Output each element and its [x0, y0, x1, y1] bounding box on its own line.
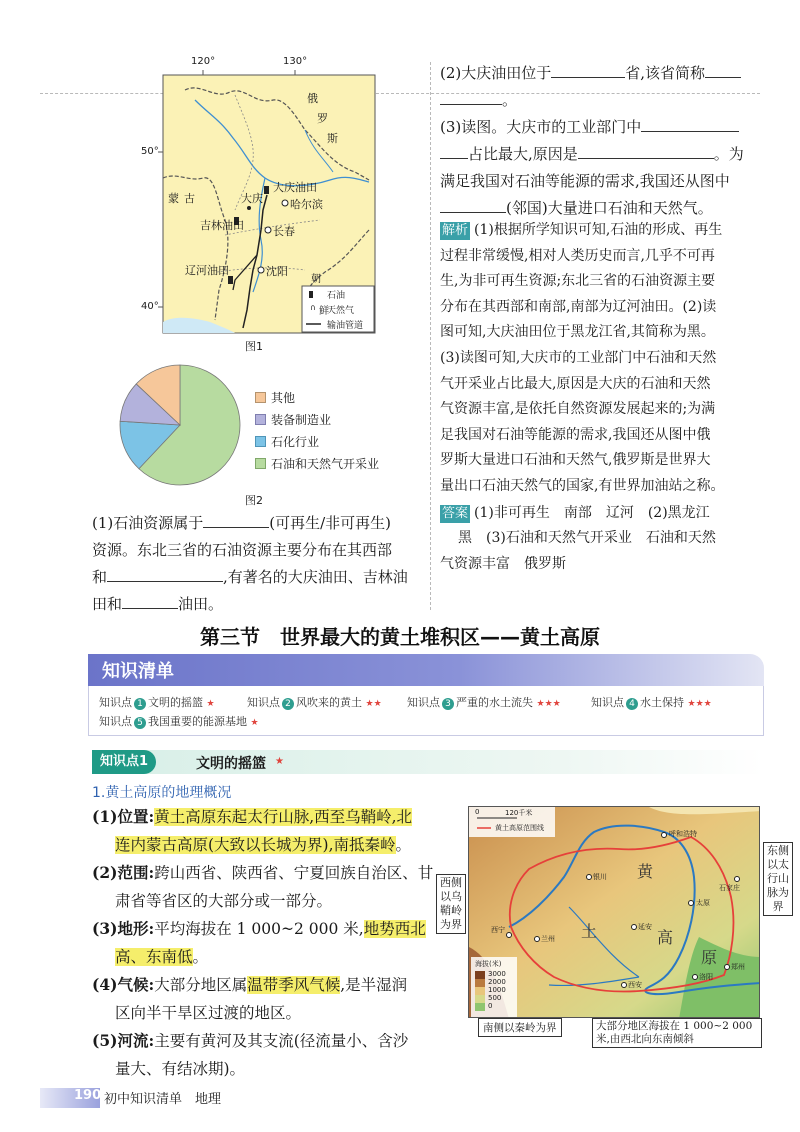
- overview-p2-a: 跨山西省、陕西省、宁夏回族自治区、甘: [154, 864, 434, 882]
- map2-city-xian: 西安: [628, 981, 642, 989]
- blank-sector-1[interactable]: [641, 117, 739, 132]
- overview-p3-line2: [92, 943, 442, 971]
- overview-p1-end: 。: [395, 836, 412, 854]
- map2-char-yuan: 原: [701, 948, 718, 967]
- overview-p4-hl: 温带季风气候: [247, 976, 341, 994]
- kp-num-2: 2: [282, 698, 294, 710]
- kp-text-2: 风吹来的黄土: [296, 696, 362, 709]
- blank-sector-2[interactable]: [440, 144, 468, 159]
- left-question-block: [92, 510, 427, 618]
- left-q-line2: 资源。东北三省的石油资源主要分布在其西部: [92, 541, 393, 559]
- map2-city-hohhot: 呼和浩特: [669, 830, 697, 838]
- right-q3b: 占比最大,原因是: [468, 145, 578, 163]
- right-q3-line3: 满足我国对石油等能源的需求,我国还从图中: [440, 172, 730, 190]
- right-q3-line2: [440, 141, 770, 168]
- blank-province[interactable]: [551, 63, 625, 78]
- right-q2-line1: [440, 60, 770, 87]
- overview-p2-label: (2)范围:: [92, 863, 155, 882]
- left-q-line3b: ,有著名的大庆油田、吉林油: [223, 568, 408, 586]
- map2-city-yinchuan: 银川: [593, 873, 607, 881]
- map2-city-yanan: 延安: [638, 923, 652, 931]
- russia-label-3: 斯: [327, 132, 338, 145]
- section-title: 第三节 世界最大的黄土堆积区——黄土高原: [200, 625, 600, 649]
- explanation-line-0: [440, 218, 770, 244]
- legend-swatch-petrochem: [255, 436, 266, 447]
- legend-label-petrochem: 石化行业: [271, 434, 320, 449]
- svg-text:∩: ∩: [310, 303, 316, 312]
- map2-elev-title: 海拔(米): [475, 960, 502, 968]
- overview-p3-hl2: 高、东南低: [115, 948, 193, 966]
- map2-city-zhengzhou: 郑州: [731, 963, 745, 971]
- changchun-label: 长春: [273, 225, 295, 238]
- kp-stars-5: ★: [250, 718, 259, 728]
- explanation-line-7: 气资源丰富,是依托自然资源发展起来的;为满: [440, 401, 716, 418]
- legend-oil-label: 石油: [327, 291, 346, 301]
- left-q-line1a: (1)石油资源属于: [92, 514, 204, 532]
- overview-p1-hl1: 黄土高原东起太行山脉,西至乌鞘岭,北: [154, 808, 413, 826]
- kp-text-5: 我国重要的能源基地: [148, 715, 247, 728]
- explanation-line-6: 气开采业占比最大,原因是大庆的石油和天然: [440, 375, 711, 392]
- left-q-line3: [92, 564, 427, 591]
- overview-p4-line2: 区向半干旱区过渡的地区。: [115, 1004, 302, 1022]
- northeast-map: [141, 56, 380, 335]
- map2-city-lanzhou: 兰州: [541, 935, 555, 943]
- map2-city-xining: 西宁: [491, 926, 505, 934]
- lon-130-label: 130°: [283, 56, 308, 67]
- knowledge-list-box: [88, 686, 764, 736]
- overview-p5-a: 主要有黄河及其支流(径流量小、含沙: [154, 1032, 409, 1050]
- kp-label-4: 知识点: [591, 696, 624, 709]
- overview-p4-b: ,是半湿润: [340, 976, 408, 994]
- right-q3c: 。为: [713, 145, 744, 163]
- map2-char-gao: 高: [657, 928, 674, 947]
- overview-p5-line2: 量大、有结冰期)。: [115, 1060, 246, 1078]
- overview-p5-label: (5)河流:: [92, 1031, 155, 1050]
- map2-scale-zero: 0: [475, 808, 480, 816]
- loess-map: [468, 806, 760, 1018]
- overview-p1-line2: [92, 831, 442, 859]
- overview-heading: 1.黄土高原的地理概况: [92, 785, 232, 801]
- kp-label-2: 知识点: [247, 696, 280, 709]
- pie-legend-item-equipment: [255, 408, 379, 430]
- jilin-oilfield-label: 吉林油田: [200, 219, 244, 232]
- overview-body: [92, 803, 442, 1083]
- kp-label-5: 知识点: [99, 715, 132, 728]
- lon-120-label: 120°: [191, 56, 216, 67]
- overview-p2-line2: 肃省等省区的大部分或一部分。: [115, 892, 333, 910]
- left-q-line4a: 田和: [92, 595, 123, 613]
- legend-gas-label: 天然气: [327, 306, 355, 316]
- explanation-tag: 解析: [442, 223, 469, 238]
- callout-southeast-text: 大部分地区海拔在 1 000~2 000 米,由西北向东南倾斜: [596, 1020, 753, 1045]
- map2-city-luoyang: 洛阳: [699, 973, 713, 981]
- pie-legend: [255, 386, 379, 474]
- explanation-line-8: 足我国对石油等能源的需求,我国还从图中俄: [440, 426, 711, 443]
- explanation-block: [440, 218, 770, 577]
- callout-south: [478, 1018, 562, 1037]
- answer-line-0: [440, 501, 770, 527]
- figure1-caption: 图1: [245, 340, 263, 353]
- lat-50-label: 50°: [141, 146, 159, 157]
- overview-p5-line1: [92, 1027, 442, 1055]
- right-question-block: [440, 60, 770, 222]
- overview-p4-a: 大部分地区属: [154, 976, 248, 994]
- kp1-stars: ★: [275, 756, 284, 767]
- russia-label-1: 俄: [307, 92, 318, 105]
- blank-resource-type[interactable]: [203, 513, 269, 528]
- pie-legend-item-other: [255, 386, 379, 408]
- answer-text-0: (1)非可再生 南部 辽河 (2)黑龙江: [474, 504, 710, 521]
- overview-p2-line1: [92, 859, 442, 887]
- daqing-oilfield-label: 大庆油田: [273, 181, 317, 194]
- left-q-line4: [92, 591, 427, 618]
- right-q2c: 。: [502, 91, 518, 109]
- figure2-caption: 图2: [245, 494, 263, 507]
- pie-legend-item-petrochem: [255, 430, 379, 452]
- knowledge-list-banner: [88, 654, 764, 686]
- overview-p3-label: (3)地形:: [92, 919, 155, 938]
- blank-liaohe[interactable]: [122, 594, 178, 609]
- kp-label-1: 知识点: [99, 696, 132, 709]
- right-q3-line1: [440, 114, 770, 141]
- kp-label-3: 知识点: [407, 696, 440, 709]
- map2-elev-500: 500: [488, 994, 502, 1002]
- legend-label-equipment: 装备制造业: [271, 412, 332, 427]
- legend-pipeline-label: 输油管道: [327, 321, 364, 331]
- shenyang-label: 沈阳: [266, 265, 288, 278]
- callout-southeast: [592, 1018, 762, 1048]
- map2-char-tu: 土: [581, 922, 598, 941]
- blank-abbr-1[interactable]: [705, 63, 741, 78]
- kp-num-4: 4: [626, 698, 638, 710]
- kp-num-3: 3: [442, 698, 454, 710]
- map2-city-taiyuan: 太原: [696, 899, 710, 907]
- explanation-line-10: 量出口石油天然气的国家,有世界加油站之称。: [440, 477, 725, 494]
- footer-title: 初中知识清单 地理: [104, 1092, 222, 1107]
- map2-elev-0: 0: [488, 1002, 493, 1010]
- pie-chart: [115, 360, 245, 490]
- pie-figure: [115, 360, 415, 490]
- right-q2b: 省,该省简称: [625, 64, 706, 82]
- overview-p1-hl2: 连内蒙古高原(大致以长城为界),南抵秦岭: [115, 836, 396, 854]
- kp-stars-4: ★★★: [687, 699, 712, 709]
- left-q-line4b: 油田。: [178, 595, 224, 613]
- left-q-line3a: 和: [92, 568, 108, 586]
- footer: [40, 1086, 420, 1110]
- overview-p3-a: 平均海拔在 1 000~2 000 米,: [154, 920, 364, 938]
- page-number: 190: [74, 1088, 102, 1103]
- explanation-line-1: 过程非常缓慢,相对人类历史而言,几乎不可再: [440, 247, 715, 264]
- legend-swatch-equipment: [255, 414, 266, 425]
- map2-elev-2000: 2000: [488, 978, 506, 986]
- right-q3e: (邻国)大量进口石油和天然气。: [506, 199, 713, 217]
- kp1-title: 文明的摇篮: [196, 756, 266, 772]
- answer-line-2: 气资源丰富 俄罗斯: [440, 555, 566, 572]
- overview-p4-label: (4)气候:: [92, 975, 155, 994]
- blank-reason[interactable]: [578, 144, 714, 159]
- harbin-label: 哈尔滨: [290, 198, 323, 211]
- kp-num-1: 1: [134, 698, 146, 710]
- lat-40-label: 40°: [141, 301, 159, 312]
- kp-item-4[interactable]: [591, 694, 712, 710]
- callout-south-text: 南侧以秦岭为界: [483, 1022, 557, 1034]
- daqing-label: 大庆: [241, 192, 263, 205]
- map2-elev-1000: 1000: [488, 986, 506, 994]
- answer-tag: 答案: [442, 505, 469, 521]
- russia-label-2: 罗: [317, 112, 328, 125]
- callout-west-text: 西侧以乌鞘岭为界: [440, 876, 462, 931]
- right-q2a: (2)大庆油田位于: [440, 64, 552, 82]
- legend-label-oil-gas: 石油和天然气开采业: [271, 456, 380, 471]
- kp-item-3[interactable]: [407, 694, 561, 710]
- right-q2-line2: [440, 87, 770, 114]
- overview-p3-line1: [92, 915, 442, 943]
- loess-map-svg: [469, 807, 760, 1018]
- kp-text-1: 文明的摇篮: [148, 696, 203, 709]
- explanation-line-4: 图可知,大庆油田位于黑龙江省,其简称为黑。: [440, 324, 715, 341]
- kp-stars-3: ★★★: [536, 699, 561, 709]
- kp1-label: 知识点1: [92, 750, 156, 774]
- blank-abbr-2[interactable]: [440, 90, 502, 105]
- callout-west: [436, 874, 466, 934]
- korea-label-2: 鲜: [319, 306, 329, 317]
- kp-item-1[interactable]: [99, 694, 215, 710]
- knowledge-list-title: 知识清单: [102, 661, 174, 682]
- kp-stars-1: ★: [206, 699, 215, 709]
- korea-label-1: 朝: [311, 274, 321, 285]
- overview-p3-hl1: 地势西北: [363, 920, 426, 938]
- kp-num-5: 5: [134, 717, 146, 729]
- explanation-line-5: (3)读图可知,大庆市的工业部门中石油和天然: [440, 349, 717, 366]
- kp-text-3: 严重的水土流失: [456, 696, 533, 709]
- legend-label-other: 其他: [271, 390, 296, 405]
- explanation-line-2: 生,为非可再生资源;东北三省的石油资源主要: [440, 273, 716, 290]
- legend-swatch-other: [255, 392, 266, 403]
- answer-line-1: 黑 (3)石油和天然气开采业 石油和天然: [458, 530, 716, 547]
- column-divider: [430, 62, 431, 610]
- mongolia-label-1: 蒙: [168, 192, 179, 205]
- pie-legend-item-oil-gas: [255, 452, 379, 474]
- blank-south[interactable]: [107, 567, 223, 582]
- map2-scale-label: 120千米: [505, 809, 533, 817]
- left-q-line1: [92, 510, 427, 537]
- explanation-line-3: 分布在其西部和南部,南部为辽河油田。(2)读: [440, 298, 717, 315]
- right-q3a: (3)读图。大庆市的工业部门中: [440, 118, 642, 136]
- explanation-text-0: (1)根据所学知识可知,石油的形成、再生: [474, 222, 723, 238]
- liaohe-oilfield-label: 辽河油田: [185, 264, 229, 277]
- kp-stars-2: ★★: [365, 699, 382, 709]
- kp-text-4: 水土保持: [640, 696, 684, 709]
- map2-elev-3000: 3000: [488, 970, 506, 978]
- overview-p3-end: 。: [192, 948, 209, 966]
- callout-east-text: 东侧以太行山脉为界: [767, 844, 789, 913]
- left-q-line1b: (可再生/非可再生): [269, 514, 392, 532]
- overview-p4-line1: [92, 971, 442, 999]
- map2-city-shijiazhuang: 石家庄: [719, 884, 740, 892]
- map2-char-huang: 黄: [637, 862, 654, 881]
- legend-swatch-oil-gas: [255, 458, 266, 469]
- mongolia-label-2: 古: [184, 192, 195, 205]
- overview-p1-label: (1)位置:: [92, 807, 155, 826]
- kp-item-5[interactable]: [99, 713, 259, 729]
- blank-neighbor[interactable]: [440, 198, 506, 213]
- callout-east: [763, 842, 793, 916]
- kp-item-2[interactable]: [247, 694, 382, 710]
- explanation-line-9: 罗斯大量进口石油和天然气,俄罗斯是世界大: [440, 452, 711, 469]
- overview-p1-line1: [92, 803, 442, 831]
- kp1-bar: [92, 750, 764, 774]
- map2-boundary-label: 黄土高原范围线: [495, 824, 544, 832]
